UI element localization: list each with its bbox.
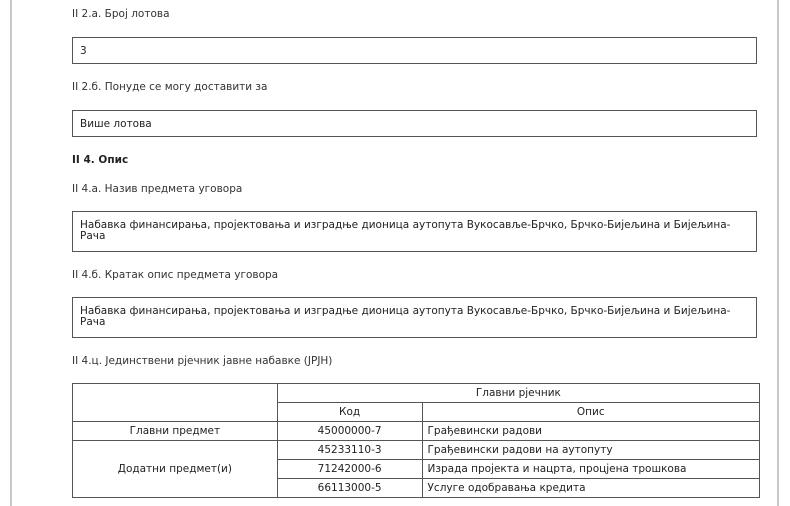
cpv-description-cell: Услуге одобравања кредита bbox=[422, 479, 759, 498]
cpv-label: II 4.ц. Јединствени рјечник јавне набавке (JPJH) bbox=[72, 355, 333, 367]
table-row bbox=[73, 384, 760, 403]
contract-description-label: II 4.б. Кратак опис предмета уговора bbox=[72, 269, 279, 281]
lots-count-value: 3 bbox=[80, 44, 87, 57]
left-border-rule bbox=[10, 0, 12, 506]
offers-for-label: II 2.б. Понуде се могу доставити за bbox=[72, 81, 268, 93]
cpv-description-cell: Израда пројекта и нацрта, процјена трошкова bbox=[422, 460, 759, 479]
lots-count-field bbox=[72, 37, 757, 64]
cpv-code-cell: 45000000-7 bbox=[277, 422, 422, 441]
cpv-code-cell: 45233110-3 bbox=[277, 441, 422, 460]
additional-subject-label: Додатни предмет(и) bbox=[73, 441, 278, 498]
offers-for-field bbox=[72, 110, 757, 137]
lots-count-label: II 2.а. Број лотова bbox=[72, 8, 170, 20]
column-header-description: Опис bbox=[422, 403, 759, 422]
contract-description-field bbox=[72, 297, 757, 338]
contract-name-label: II 4.а. Назив предмета уговора bbox=[72, 183, 243, 195]
table-row bbox=[73, 422, 760, 441]
empty-header-cell bbox=[73, 384, 278, 422]
cpv-table bbox=[72, 383, 760, 498]
column-header-code: Код bbox=[277, 403, 422, 422]
cpv-description-cell: Грађевински радови на аутопуту bbox=[422, 441, 759, 460]
section-heading: II 4. Опис bbox=[72, 154, 129, 166]
contract-description-line1: Набавка финансирања, пројектовања и изградње дионица аутопута Вукосавље-Брчко, Брчко-Бијељина и Бијељина- bbox=[80, 305, 731, 317]
offers-for-value: Више лотова bbox=[80, 117, 152, 130]
group-header: Главни рјечник bbox=[277, 384, 759, 403]
right-border-rule bbox=[777, 0, 779, 506]
contract-description-line2: Рача bbox=[80, 316, 106, 328]
cpv-code-cell: 71242000-6 bbox=[277, 460, 422, 479]
cpv-code-cell: 66113000-5 bbox=[277, 479, 422, 498]
contract-name-line1: Набавка финансирања, пројектовања и изградње дионица аутопута Вукосавље-Брчко, Брчко-Бијељина и Бијељина- bbox=[80, 219, 731, 231]
contract-name-line2: Рача bbox=[80, 230, 106, 242]
table-row bbox=[73, 441, 760, 460]
main-subject-label: Главни предмет bbox=[73, 422, 278, 441]
cpv-description-cell: Грађевински радови bbox=[422, 422, 759, 441]
contract-name-field bbox=[72, 211, 757, 252]
